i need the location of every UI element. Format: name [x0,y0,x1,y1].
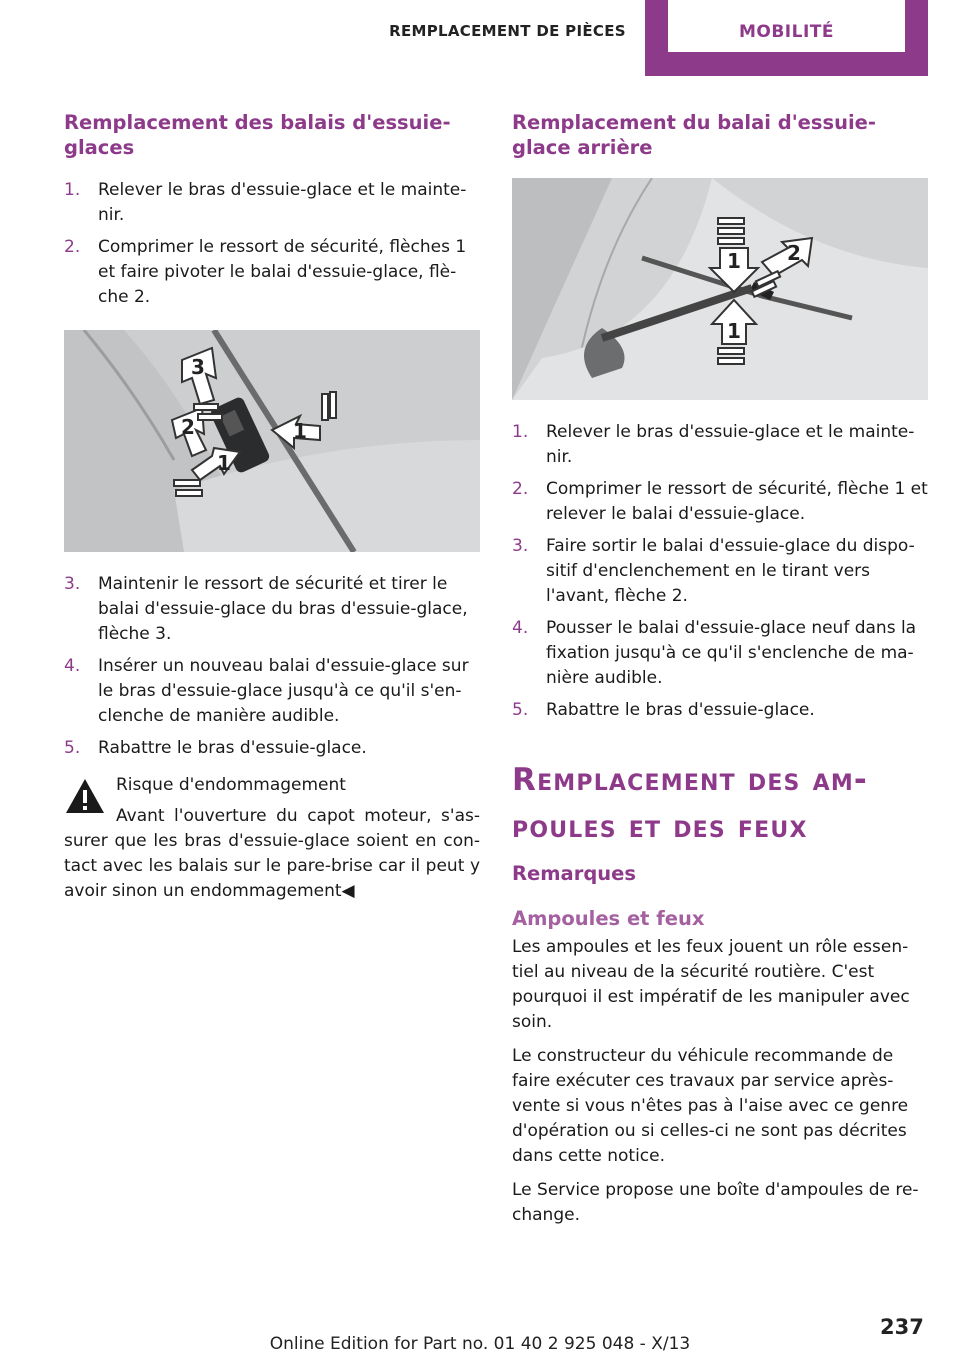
paragraph: Les ampoules et les feux jouent un rôle essen-tiel au niveau de la sécurité routière. C'est pourquoi il est impératif de les manipuler avec soin. [512,937,910,1032]
footer-edition: Online Edition for Part no. 01 40 2 925 048 - X/13 [269,1334,691,1354]
subsubsection-title-bulbs: Ampoules et feux [512,907,705,930]
figure-rear-wiper [512,178,928,400]
list-item: 4. Pousser le balai d'essuie-glace neuf dans la fixation jusqu'à ce qu'il s'enclenche de ma-nière audible. [512,618,917,688]
list-item: 3. Faire sortir le balai d'essuie-glace du dispo-sitif d'enclenchement en le tirant vers l'avant, flèche 2. [512,536,915,606]
figure-label-1b: 1 [217,451,231,475]
figure-label-2: 2 [787,241,801,265]
warning-text: Avant l'ouverture du capot moteur, s'as-surer que les bras d'essuie-glace soient en con-tact avec les balais sur le pare-brise car il peut y avoir sinon un endommagement◀ [64,806,480,901]
steps-list-b [64,572,480,761]
figure-label-1-bottom: 1 [727,319,741,343]
paragraph: Le Service propose une boîte d'ampoules de re-change. [512,1180,919,1225]
figure-label-1-top: 1 [727,249,741,273]
chapter-tab-label: MOBILITÉ [738,22,835,42]
list-item: 2. Comprimer le ressort de sécurité, flèches 1 et faire pivoter le balai d'essuie-glace, flè-che 2. [64,237,467,307]
right-column [512,110,928,1237]
warning-box [64,773,480,904]
running-header-section: REMPLACEMENT DE PIÈCES [389,22,626,40]
list-item: 5. Rabattre le bras d'essuie-glace. [64,738,367,758]
left-column [64,110,480,904]
list-item: 3. Maintenir le ressort de sécurité et tirer le balai d'essuie-glace du bras d'essuie-glace, flèche 3. [64,574,468,644]
section-title-wiper-blades: Remplacement des balais d'essuie-glaces [64,111,451,159]
list-item: 4. Insérer un nouveau balai d'essuie-glace sur le bras d'essuie-glace jusqu'à ce qu'il s'en-clenche de manière audible. [64,656,469,726]
steps-list-a [64,178,480,310]
chapter-title-bulbs: Remplacement des am-poules et des feux [512,762,868,845]
figure-label-1a: 1 [293,419,307,443]
paragraph: Le constructeur du véhicule recommande de faire exécuter ces travaux par service après-vente si vous n'êtes pas à l'aise avec ce genre d'opération ou si celles-ci ne sont pas décrites dans cette notice. [512,1046,909,1166]
warning-title: Risque d'endommagement [116,775,346,795]
figure-label-2: 2 [181,415,195,439]
page-number: 237 [880,1315,924,1339]
figure-label-3: 3 [191,355,205,379]
list-item: 2. Comprimer le ressort de sécurité, flèche 1 et relever le balai d'essuie-glace. [512,479,928,524]
list-item: 1. Relever le bras d'essuie-glace et le mainte-nir. [512,422,915,467]
steps-list-rear [512,420,928,723]
section-title-rear-wiper: Remplacement du balai d'essuie-glace arrière [512,111,876,159]
warning-triangle-icon [64,777,106,819]
list-item: 1. Relever le bras d'essuie-glace et le mainte-nir. [64,180,467,225]
figure-front-wiper [64,330,480,552]
list-item: 5. Rabattre le bras d'essuie-glace. [512,700,815,720]
subsection-title-remarks: Remarques [512,862,637,885]
